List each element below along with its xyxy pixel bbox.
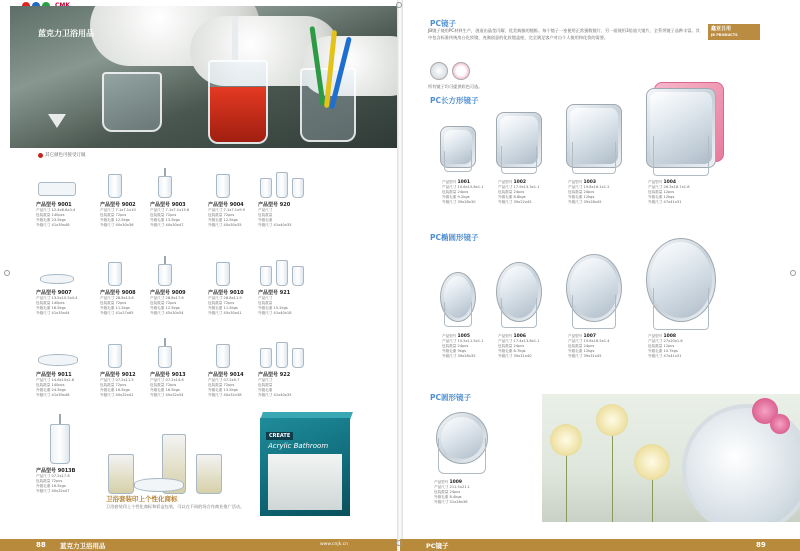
cup-photo (102, 72, 162, 132)
oval-mirror-spec: 产品型号 1006 产品尺寸 17.4x13.8x1.1 包装数量 24pcs 外箱毛重 8.7kgs 外箱尺寸 39x31x40 (498, 334, 540, 358)
right-footer (400, 539, 800, 551)
product-code: 产品型号 922 (258, 372, 291, 378)
product-code: 产品型号 9012 (100, 372, 136, 378)
mirror-stand (572, 142, 617, 174)
product-card (150, 338, 208, 398)
right-page (400, 0, 800, 551)
oval-mirror (646, 238, 716, 332)
bullet-icon (38, 153, 43, 158)
product-card (258, 338, 316, 398)
product-image (258, 256, 316, 286)
product-spec: 产品尺寸 包装数量 外箱毛重 外箱尺寸 41x40x35 (258, 208, 292, 227)
page-number: 88 (36, 541, 46, 549)
product-image (36, 338, 94, 368)
triangle-icon (48, 114, 66, 128)
oval-mirror (440, 272, 476, 332)
product-spec: 产品尺寸 14.6x10x2.6 包装数量 140pcs 外箱毛重 24.5kgs 外箱尺寸 41x39x48 (36, 378, 75, 397)
round-mirror-spec: 产品型号 1009 产品尺寸 211.5x21.1 包装数量 24pcs 外箱毛重 8.4kgs 外箱尺寸 31x28x38 (434, 480, 470, 504)
product-image (36, 168, 94, 198)
product-code: 产品型号 920 (258, 202, 291, 208)
product-spec: 产品尺寸 12.4x8.6x3.4 包装数量 140pcs 外箱毛重 23.5kgs 外箱尺寸 41x39x48 (36, 208, 76, 227)
mirror-stand (444, 302, 473, 327)
product-image (36, 256, 94, 286)
oval-mirror-spec: 产品型号 1007 产品尺寸 19.8x16.5x1.4 包装数量 24pcs 外箱毛重 12kgs 外箱尺寸 39x31x45 (568, 334, 610, 358)
product-image (150, 168, 208, 198)
rect-mirror (566, 104, 622, 178)
flower-head (634, 444, 670, 480)
mirror-flower-photo (542, 394, 800, 522)
product-code: 产品型号 9013B (36, 468, 76, 474)
mirror-stand (501, 146, 538, 174)
section-rect-title: PC长方形镜子 (430, 96, 479, 105)
crop-mark (396, 540, 402, 546)
mirror-stand (572, 295, 617, 329)
product-code: 产品型号 9008 (100, 290, 136, 296)
product-code: 产品型号 9014 (208, 372, 244, 378)
product-code: 产品型号 9013 (150, 372, 186, 378)
product-code: 产品型号 9002 (100, 202, 136, 208)
oval-mirror-spec: 产品型号 1008 产品尺寸 27x20x1.6 包装数量 12pcs 外箱毛重 10.7kgs 外箱尺寸 47x41x31 (648, 334, 683, 358)
rect-mirror-spec: 产品型号 1003 产品尺寸 19.8x16.1x1.2 包装数量 24pcs 外箱毛重 12kgs 外箱尺寸 39x28x45 (568, 180, 610, 204)
oval-mirror (566, 254, 622, 332)
product-spec: 产品尺寸 07.2x9.7 包装数量 72pcs 外箱毛重 13.5kgs 外箱尺寸 40x32x38 (208, 378, 242, 397)
product-code: 产品型号 9001 (36, 202, 72, 208)
set-tumbler (196, 454, 222, 494)
product-spec: 产品尺寸 28.8x17.6 包装数量 72pcs 外箱毛重 12.5kgs 外箱尺寸 45x30x54 (150, 296, 184, 315)
set-soap-dish (134, 478, 184, 492)
rect-mirror-spec: 产品型号 1001 产品尺寸 10.6x15.8x1.1 包装数量 24pcs 外箱毛重 9.2kgs 外箱尺寸 39x28x30 (442, 180, 484, 204)
pump-photo (232, 16, 238, 60)
rect-mirror-spec: 产品型号 1002 产品尺寸 17.9x13.3x1.1 包装数量 24pcs 外箱毛重 8.8kgs 外箱尺寸 39x22x45 (498, 180, 540, 204)
section-round-title: PC圆形镜子 (430, 393, 472, 402)
pink-color-swatch (452, 62, 470, 80)
mirror-stand (444, 151, 473, 172)
section-pc-title: PC镜子 (430, 19, 457, 28)
product-spec: 产品尺寸 13.5x10.5x4.4 包装数量 140pcs 外箱毛重 16.5kgs 外箱尺寸 41x35x44 (36, 296, 78, 315)
product-code: 产品型号 9003 (150, 202, 186, 208)
product-card (36, 168, 94, 228)
product-spec: 产品尺寸 07.2x14.6 包装数量 72pcs 外箱毛重 16.5kgs 外箱尺寸 40x32x54 (150, 378, 184, 397)
box-photo (268, 454, 342, 510)
box-brand-label: CREATE (266, 432, 293, 440)
product-image (36, 414, 94, 464)
pink-flower (770, 414, 790, 434)
product-spec: 产品尺寸 包装数量 外箱毛重 15.2kgs 外箱尺寸 41x40x18 (258, 296, 292, 315)
product-code: 产品型号 9010 (208, 290, 244, 296)
dispenser-photo (208, 60, 268, 144)
product-code: 产品型号 9009 (150, 290, 186, 296)
left-footer (0, 539, 400, 551)
rect-mirror (440, 126, 476, 178)
color-caption: 所有镜子均可提供彩色可选。 (428, 84, 483, 89)
product-code: 产品型号 9007 (36, 290, 72, 296)
crop-mark (790, 270, 796, 276)
product-code: 产品型号 9004 (208, 202, 244, 208)
soap-liquid (210, 87, 266, 142)
product-card (258, 256, 316, 316)
product-card (258, 168, 316, 228)
product-card (150, 256, 208, 316)
set-cup (108, 454, 134, 494)
product-card (36, 338, 94, 398)
product-spec: 产品尺寸 7.1x7.1x15.6 包装数量 72pcs 外箱毛重 13.5kgs 外箱尺寸 40x30x47 (150, 208, 190, 227)
product-card (150, 168, 208, 228)
rect-mirror (646, 88, 716, 178)
gift-box (260, 418, 350, 516)
product-card (36, 256, 94, 316)
custom-color-note: 其它颜色可接受订做 (38, 152, 86, 158)
footer-url: www.cnjk.cn (320, 542, 348, 547)
intro-text: JB镜子使用PC材料生产，创造出晶莹闪耀、优美典雅的镜框。每个镜子一室便用正常强数镜片，另一面使用3倍放大镜片，全系列镜子品种丰富。其中包含标准传统房台化妆镜、充满创意的化妆镜盖座，完全满足客户对自个人使用和化妆的需要。 (428, 28, 700, 40)
page-number: 89 (756, 541, 766, 549)
product-card (36, 414, 94, 494)
product-spec: 产品尺寸 28.8x11.9 包装数量 72pcs 外箱毛重 11.5kgs 外箱尺寸 45x30x41 (208, 296, 242, 315)
product-spec: 产品尺寸 7.1x7.1x9.9 包装数量 72pcs 外箱毛重 12.5kgs 外箱尺寸 40x30x35 (208, 208, 245, 227)
product-spec: 产品尺寸 07.2x17.8 包装数量 72pcs 外箱毛重 16.5kgs 外箱尺寸 40x32x47 (36, 474, 70, 493)
product-spec: 产品尺寸 包装数量 外箱毛重 外箱尺寸 41x40x35 (258, 378, 292, 397)
product-code: 产品型号 921 (258, 290, 291, 296)
oval-mirror (496, 262, 542, 332)
hero-photo (10, 6, 400, 148)
rect-mirror (496, 112, 542, 178)
box-title: Acrylic Bathroom (268, 442, 329, 450)
footer-title: PC镜子 (426, 542, 449, 550)
flower-head (596, 404, 628, 436)
mirror-stand (501, 298, 538, 328)
brand-badge: 鑫亚日用 JB PRODUCTS (708, 24, 760, 40)
mirror-stand (653, 136, 709, 176)
product-code: 产品型号 9011 (36, 372, 72, 378)
product-spec: 产品尺寸 07.2x11.5 包装数量 72pcs 外箱毛重 16.5kgs 外箱尺寸 40x32x41 (100, 378, 134, 397)
hero-title: 蓝克力卫浴用品 (38, 29, 94, 38)
footer-title: 蓝克力卫浴用品 (60, 542, 106, 550)
product-spec: 产品尺寸 7.1x7.1x10 包装数量 72pcs 外箱毛重 12.5kgs 外箱尺寸 40x30x36 (100, 208, 136, 227)
product-image (150, 256, 208, 286)
custom-logo-title: 卫浴套装印上个性化商标 (106, 495, 178, 503)
clear-color-swatch (430, 62, 448, 80)
section-oval-title: PC椭圆形镜子 (430, 233, 479, 242)
mirror-stand (653, 288, 709, 330)
product-image (258, 168, 316, 198)
product-image (150, 338, 208, 368)
product-spec: 产品尺寸 28.8x13.6 包装数量 72pcs 外箱毛重 11.2kgs 外箱尺寸 41x27x65 (100, 296, 134, 315)
flower-head (550, 424, 582, 456)
crop-mark (4, 270, 10, 276)
product-image (258, 338, 316, 368)
rect-mirror-spec: 产品型号 1004 产品尺寸 26.3x18.7x1.8 包装数量 12pcs 外箱毛重 12kgs 外箱尺寸 47x41x31 (648, 180, 690, 204)
mirror-stand (438, 438, 486, 474)
crop-mark (396, 2, 402, 8)
custom-logo-text: 卫浴套装印上个性化商标和彩盒包装，可以在不同的场合作商业推广活动。 (106, 504, 245, 509)
gift-set-photo (104, 418, 252, 494)
oval-mirror-spec: 产品型号 1005 产品尺寸 15.5x11.5x1.1 包装数量 24pcs 外箱毛重 9kgs 外箱尺寸 39x28x35 (442, 334, 484, 358)
round-mirror (432, 410, 492, 476)
